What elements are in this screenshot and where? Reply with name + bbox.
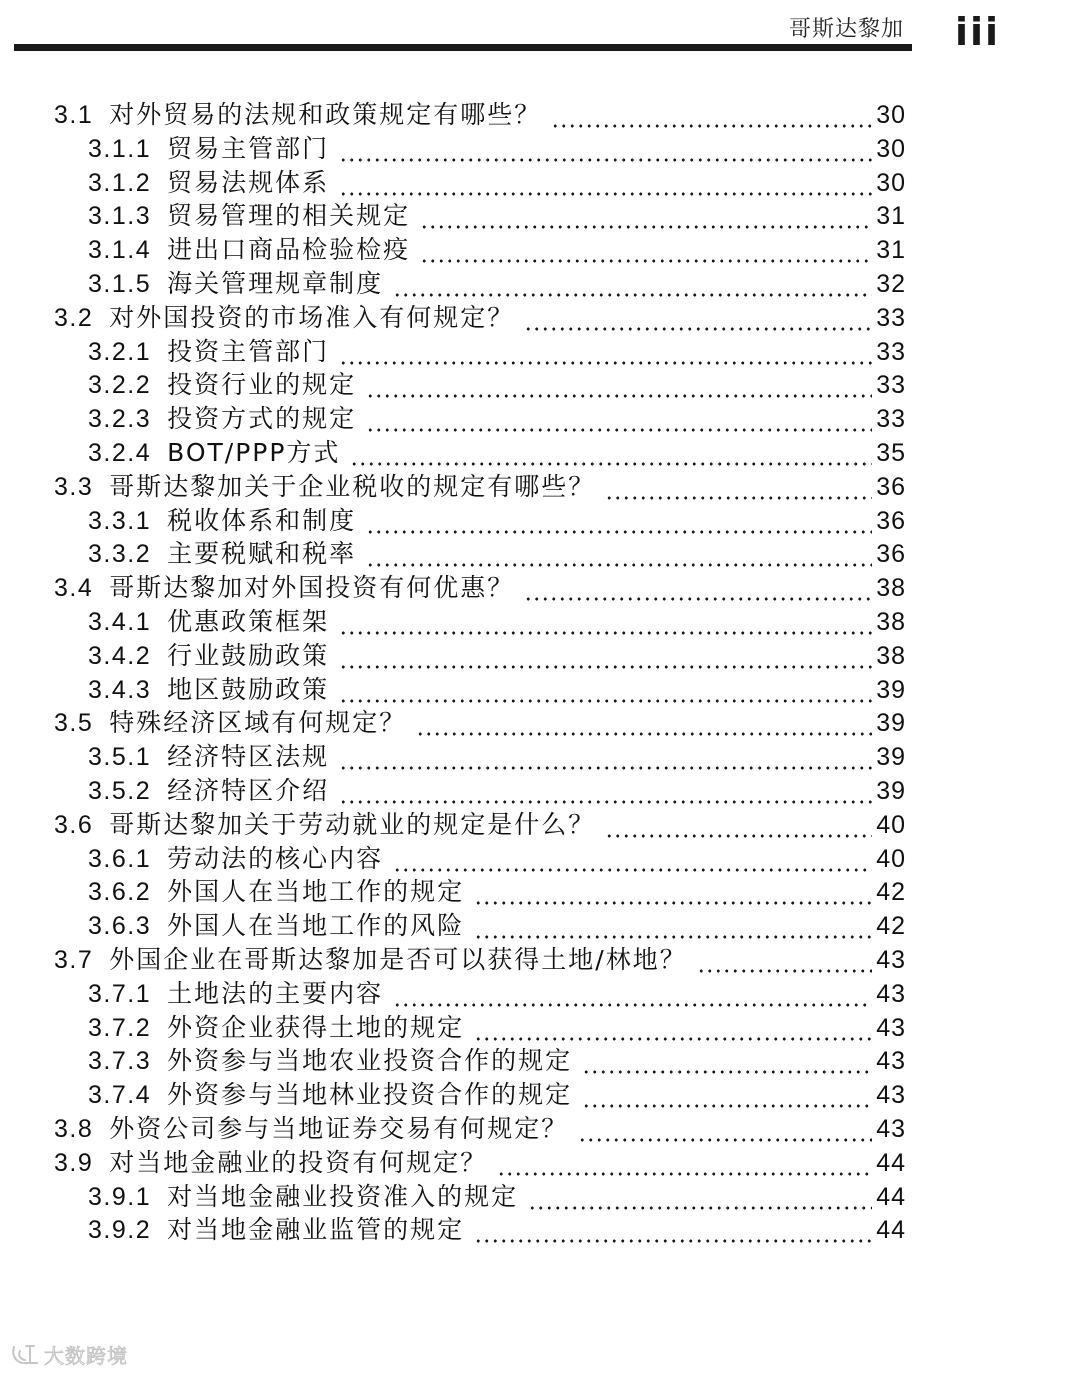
toc-page-number: 31 — [876, 236, 906, 265]
toc-number: 3.2.2 — [88, 371, 152, 400]
toc-dot-leader — [578, 1112, 872, 1146]
toc-number: 3.4 — [54, 574, 94, 603]
toc-section[interactable] — [54, 1146, 906, 1180]
toc-dot-leader — [350, 436, 872, 470]
header-rule — [14, 44, 912, 51]
toc-page-number: 33 — [876, 337, 906, 366]
toc-dot-leader — [366, 368, 872, 402]
toc-number: 3.2.1 — [88, 337, 152, 366]
toc-title: 对当地金融业投资准入的规定 — [167, 1181, 519, 1211]
toc-title: 地区鼓励政策 — [167, 674, 330, 704]
toc-number: 3.3.1 — [88, 506, 152, 535]
watermark-logo-icon — [10, 1343, 40, 1367]
toc-subsection[interactable] — [88, 1213, 906, 1247]
toc-dot-leader — [582, 1078, 872, 1112]
toc-page-number: 43 — [876, 1081, 906, 1110]
toc-subsection[interactable] — [88, 335, 906, 369]
toc-page-number: 36 — [876, 506, 906, 535]
toc-subsection[interactable] — [88, 639, 906, 673]
toc-title: 经济特区法规 — [167, 742, 330, 772]
toc-number: 3.1.5 — [88, 270, 152, 298]
toc-dot-leader — [605, 808, 872, 842]
toc-page-number: 43 — [876, 1047, 906, 1076]
toc-page-number: 39 — [876, 709, 906, 738]
toc-section[interactable] — [54, 706, 906, 740]
toc-title: 贸易主管部门 — [167, 133, 330, 163]
toc-number: 3.9 — [54, 1148, 94, 1177]
toc-page-number: 35 — [876, 439, 906, 467]
toc-subsection[interactable] — [88, 673, 906, 707]
toc-title: 哥斯达黎加关于企业税收的规定有哪些？ — [109, 471, 596, 501]
toc-dot-leader — [339, 740, 872, 774]
toc-dot-leader — [420, 199, 872, 233]
toc-number: 3.6.3 — [88, 912, 152, 941]
toc-number: 3.6.2 — [88, 878, 152, 907]
toc-number: 3.7.3 — [88, 1047, 152, 1076]
toc-dot-leader — [416, 706, 872, 740]
toc-number: 3.5 — [54, 709, 94, 738]
toc-title: 贸易管理的相关规定 — [167, 201, 411, 231]
toc-number: 3.8 — [54, 1115, 94, 1143]
toc-page-number: 30 — [876, 101, 906, 129]
toc-title: 外资公司参与当地证券交易有何规定？ — [109, 1114, 569, 1143]
toc-subsection[interactable] — [88, 537, 906, 571]
toc-dot-leader — [366, 402, 872, 436]
toc-title: 劳动法的核心内容 — [167, 843, 384, 873]
watermark-text: 大数跨境 — [44, 1344, 128, 1368]
toc-section[interactable] — [54, 1112, 906, 1146]
toc-number: 3.5.2 — [88, 777, 152, 805]
toc-dot-leader — [339, 605, 872, 639]
toc-subsection[interactable] — [88, 132, 906, 166]
toc-subsection[interactable] — [88, 842, 906, 876]
toc-page-number: 39 — [876, 743, 906, 772]
toc-subsection[interactable] — [88, 199, 906, 233]
toc-subsection[interactable] — [88, 368, 906, 402]
toc-title: 投资方式的规定 — [167, 404, 357, 434]
toc-title: 外资参与当地林业投资合作的规定 — [167, 1080, 573, 1110]
toc-number: 3.1.4 — [88, 236, 152, 265]
toc-section[interactable] — [54, 470, 906, 504]
toc-subsection[interactable] — [88, 436, 906, 470]
toc-dot-leader — [474, 909, 872, 943]
toc-page-number: 32 — [876, 270, 906, 298]
toc-page-number: 36 — [876, 472, 906, 501]
toc-subsection[interactable] — [88, 909, 906, 943]
toc-dot-leader — [393, 842, 872, 876]
toc-page-number: 36 — [876, 540, 906, 569]
toc-title: 对外贸易的法规和政策规定有哪些？ — [109, 100, 542, 129]
toc-number: 3.2.4 — [88, 439, 152, 467]
toc-number: 3.4.3 — [88, 675, 152, 704]
toc-dot-leader — [339, 774, 872, 808]
toc-title: 进出口商品检验检疫 — [167, 235, 411, 265]
toc-number: 3.9.2 — [88, 1216, 152, 1245]
toc-number: 3.1.1 — [88, 134, 152, 163]
toc-dot-leader — [339, 132, 872, 166]
toc-title: 税收体系和制度 — [167, 505, 357, 535]
toc-dot-leader — [339, 639, 872, 673]
toc-subsection[interactable] — [88, 402, 906, 436]
toc-title: 特殊经济区域有何规定？ — [109, 708, 407, 738]
toc-section[interactable] — [54, 301, 906, 335]
toc-dot-leader — [474, 1011, 872, 1045]
toc-subsection[interactable] — [88, 1044, 906, 1078]
toc-dot-leader — [366, 537, 872, 571]
toc-subsection[interactable] — [88, 1011, 906, 1045]
toc-subsection[interactable] — [88, 1180, 906, 1214]
toc-title: 经济特区介绍 — [167, 776, 330, 805]
toc-number: 3.5.1 — [88, 743, 152, 772]
toc-dot-leader — [393, 267, 872, 301]
toc-title: 外资企业获得土地的规定 — [167, 1012, 465, 1042]
page-header — [0, 0, 1080, 60]
toc-title: 哥斯达黎加对外国投资有何优惠？ — [109, 573, 515, 603]
toc-subsection[interactable] — [88, 740, 906, 774]
toc-dot-leader — [582, 1044, 872, 1078]
toc-subsection[interactable] — [88, 875, 906, 909]
toc-title: 投资主管部门 — [167, 336, 330, 366]
toc-page-number: 39 — [876, 675, 906, 704]
toc-dot-leader — [339, 335, 872, 369]
toc-dot-leader — [497, 1146, 872, 1180]
toc-dot-leader — [605, 470, 872, 504]
toc-page-number: 43 — [876, 979, 906, 1008]
toc-dot-leader — [528, 1180, 872, 1214]
toc-subsection[interactable] — [88, 977, 906, 1011]
toc-dot-leader — [474, 1213, 872, 1247]
toc-number: 3.7.2 — [88, 1013, 152, 1042]
toc-number: 3.7 — [54, 946, 94, 974]
toc-page-number: 38 — [876, 574, 906, 603]
toc-page-number: 40 — [876, 810, 906, 839]
toc-dot-leader — [551, 98, 872, 132]
toc-title: 投资行业的规定 — [167, 370, 357, 400]
toc-page-number: 39 — [876, 777, 906, 805]
toc-page-number: 38 — [876, 608, 906, 636]
toc-dot-leader — [420, 233, 872, 267]
toc-number: 3.2 — [54, 303, 94, 332]
toc-number: 3.4.2 — [88, 641, 152, 670]
toc-title: 外国人在当地工作的规定 — [167, 877, 465, 907]
toc-title: 对当地金融业监管的规定 — [167, 1215, 465, 1245]
toc-page-number: 44 — [876, 1182, 906, 1211]
toc-page-number: 42 — [876, 912, 906, 941]
toc-page-number: 38 — [876, 641, 906, 670]
toc-page-number: 30 — [876, 134, 906, 163]
toc-page-number: 30 — [876, 168, 906, 197]
toc-number: 3.9.1 — [88, 1182, 152, 1211]
toc-section[interactable] — [54, 98, 906, 132]
toc-page-number: 43 — [876, 1115, 906, 1143]
toc-dot-leader — [366, 504, 872, 538]
toc-page-number: 40 — [876, 844, 906, 873]
toc-subsection[interactable] — [88, 267, 906, 301]
toc-dot-leader — [524, 301, 872, 335]
toc-number: 3.6 — [54, 810, 94, 839]
toc-dot-leader — [524, 571, 872, 605]
toc-subsection[interactable] — [88, 774, 906, 808]
toc-page-number: 33 — [876, 303, 906, 332]
toc-subsection[interactable] — [88, 1078, 906, 1112]
toc-number: 3.4.1 — [88, 608, 152, 636]
toc-dot-leader — [339, 166, 872, 200]
toc-title: 对当地金融业的投资有何规定？ — [109, 1147, 488, 1177]
toc-page-number: 43 — [876, 1013, 906, 1042]
toc-number: 3.1.3 — [88, 202, 152, 231]
toc-title: 主要税赋和税率 — [167, 539, 357, 569]
toc-number: 3.2.3 — [88, 405, 152, 434]
page-number: iii — [955, 10, 1001, 54]
toc-title: 行业鼓励政策 — [167, 640, 330, 670]
toc-section[interactable] — [54, 943, 906, 977]
toc-title: 海关管理规章制度 — [167, 269, 384, 298]
toc-dot-leader — [474, 875, 872, 909]
toc-number: 3.3.2 — [88, 540, 152, 569]
toc-subsection[interactable] — [88, 504, 906, 538]
toc-title: 贸易法规体系 — [167, 167, 330, 197]
toc-page-number: 44 — [876, 1148, 906, 1177]
toc-page-number: 33 — [876, 371, 906, 400]
toc-page-number: 43 — [876, 946, 906, 974]
running-header-title: 哥斯达黎加 — [788, 17, 904, 42]
toc-title: 对外国投资的市场准入有何规定？ — [109, 302, 515, 332]
toc-number: 3.1.2 — [88, 168, 152, 197]
toc-page-number: 42 — [876, 878, 906, 907]
toc-section[interactable] — [54, 808, 906, 842]
toc-number: 3.7.4 — [88, 1081, 152, 1110]
toc-title: 外国企业在哥斯达黎加是否可以获得土地/林地？ — [109, 945, 687, 974]
toc-number: 3.6.1 — [88, 844, 152, 873]
toc-number: 3.1 — [54, 101, 94, 129]
toc-title: BOT/PPP方式 — [167, 438, 341, 467]
toc-title: 外国人在当地工作的风险 — [167, 911, 465, 941]
toc-subsection[interactable] — [88, 233, 906, 267]
toc-dot-leader — [339, 673, 872, 707]
toc-dot-leader — [697, 943, 872, 977]
toc-title: 哥斯达黎加关于劳动就业的规定是什么？ — [109, 809, 596, 839]
toc-number: 3.3 — [54, 472, 94, 501]
toc-subsection[interactable] — [88, 166, 906, 200]
watermark — [10, 1340, 128, 1369]
toc-page-number: 33 — [876, 405, 906, 434]
toc-number: 3.7.1 — [88, 979, 152, 1008]
toc-page-number: 44 — [876, 1216, 906, 1245]
toc-title: 外资参与当地农业投资合作的规定 — [167, 1046, 573, 1076]
toc-title: 优惠政策框架 — [167, 607, 330, 636]
toc-dot-leader — [393, 977, 872, 1011]
toc-section[interactable] — [54, 571, 906, 605]
toc-subsection[interactable] — [88, 605, 906, 639]
toc-title: 土地法的主要内容 — [167, 978, 384, 1008]
toc-page-number: 31 — [876, 202, 906, 231]
